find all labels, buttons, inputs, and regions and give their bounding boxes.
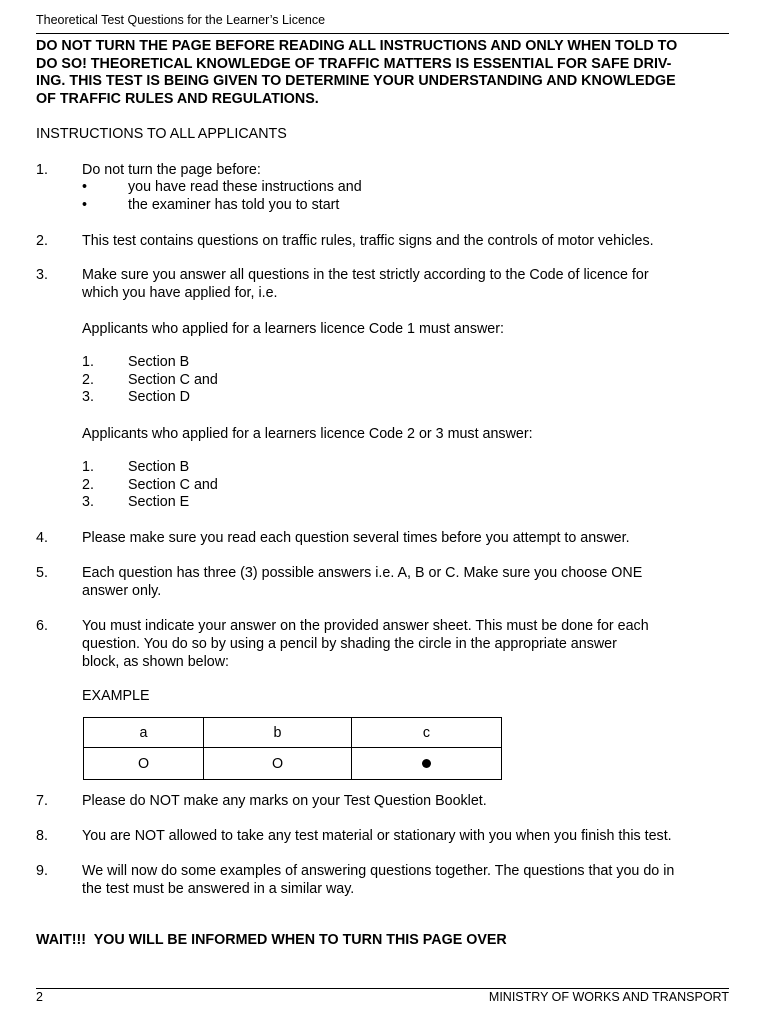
example-header-a: a bbox=[84, 718, 204, 748]
warning-line: ING. THIS TEST IS BEING GIVEN TO DETERMINE YOUR UNDERSTANDING AND KNOWLEDGE bbox=[36, 73, 676, 89]
section-text: Section B bbox=[128, 354, 190, 370]
example-answer-table bbox=[83, 717, 502, 780]
item-text: Each question has three (3) possible answers i.e. A, B or C. Make sure you choose ONE bbox=[82, 565, 643, 581]
example-answer-a: O bbox=[84, 748, 204, 780]
section-number: 2. bbox=[82, 477, 94, 493]
example-header-c: c bbox=[352, 718, 502, 748]
section-number: 3. bbox=[82, 389, 94, 405]
item-text: You are NOT allowed to take any test material or stationary with you when you finish this test. bbox=[82, 828, 672, 844]
section-number: 2. bbox=[82, 372, 94, 388]
item-text: answer only. bbox=[82, 583, 162, 599]
filled-circle-icon bbox=[422, 759, 431, 768]
page-number: 2 bbox=[36, 990, 43, 1004]
example-label: EXAMPLE bbox=[82, 688, 150, 704]
header-rule bbox=[36, 33, 729, 34]
item-number: 4. bbox=[36, 530, 48, 546]
section-number: 1. bbox=[82, 354, 94, 370]
bullet-text: you have read these instructions and bbox=[128, 179, 362, 195]
bullet-text: the examiner has told you to start bbox=[128, 197, 340, 213]
example-header-b: b bbox=[204, 718, 352, 748]
warning-line: OF TRAFFIC RULES AND REGULATIONS. bbox=[36, 90, 319, 107]
item-text: You must indicate your answer on the provided answer sheet. This must be done for each bbox=[82, 618, 649, 634]
item-text: question. You do so by using a pencil by shading the circle in the appropriate answer bbox=[82, 636, 617, 652]
item-text: This test contains questions on traffic rules, traffic signs and the controls of motor vehicles. bbox=[82, 233, 654, 249]
item-number: 3. bbox=[36, 267, 48, 283]
example-answer-b: O bbox=[204, 748, 352, 780]
section-text: Section C and bbox=[128, 372, 218, 388]
section-text: Section D bbox=[128, 389, 190, 405]
bullet-mark: • bbox=[82, 197, 88, 213]
footer-ministry: MINISTRY OF WORKS AND TRANSPORT bbox=[488, 990, 729, 1004]
item-text: Do not turn the page before: bbox=[82, 162, 261, 178]
wait-notice: WAIT!!! YOU WILL BE INFORMED WHEN TO TURN THIS PAGE OVER bbox=[36, 932, 507, 948]
item-number: 8. bbox=[36, 828, 48, 844]
warning-paragraph bbox=[36, 38, 729, 108]
item-text: Make sure you answer all questions in the test strictly according to the Code of licence for bbox=[82, 267, 649, 283]
section-text: Section C and bbox=[128, 477, 218, 493]
item-text: which you have applied for, i.e. bbox=[82, 285, 278, 301]
warning-line: DO NOT TURN THE PAGE BEFORE READING ALL INSTRUCTIONS AND ONLY WHEN TOLD TO bbox=[36, 38, 678, 54]
item-number: 5. bbox=[36, 565, 48, 581]
item-text: block, as shown below: bbox=[82, 654, 230, 670]
footer-rule bbox=[36, 988, 729, 989]
item-number: 2. bbox=[36, 233, 48, 249]
instructions-heading: INSTRUCTIONS TO ALL APPLICANTS bbox=[36, 126, 287, 142]
example-answer-c bbox=[352, 748, 502, 780]
section-number: 3. bbox=[82, 494, 94, 510]
item-text: Please make sure you read each question several times before you attempt to answer. bbox=[82, 530, 630, 546]
section-number: 1. bbox=[82, 459, 94, 475]
item-number: 6. bbox=[36, 618, 48, 634]
section-text: Section E bbox=[128, 494, 190, 510]
item-number: 1. bbox=[36, 162, 48, 178]
code23-intro-text: Applicants who applied for a learners licence Code 2 or 3 must answer: bbox=[82, 426, 533, 442]
item-number: 7. bbox=[36, 793, 48, 809]
header-title: Theoretical Test Questions for the Learner’s Licence bbox=[36, 13, 326, 27]
code1-intro-text: Applicants who applied for a learners licence Code 1 must answer: bbox=[82, 321, 504, 337]
item-number: 9. bbox=[36, 863, 48, 879]
item-text: Please do NOT make any marks on your Test Question Booklet. bbox=[82, 793, 487, 809]
item-text: the test must be answered in a similar way. bbox=[82, 881, 355, 897]
warning-line: DO SO! THEORETICAL KNOWLEDGE OF TRAFFIC MATTERS IS ESSENTIAL FOR SAFE DRIV- bbox=[36, 55, 672, 72]
bullet-mark: • bbox=[82, 179, 88, 195]
document-page bbox=[36, 0, 729, 1024]
section-text: Section B bbox=[128, 459, 190, 475]
item-text: We will now do some examples of answering questions together. The questions that you do in bbox=[82, 863, 675, 879]
